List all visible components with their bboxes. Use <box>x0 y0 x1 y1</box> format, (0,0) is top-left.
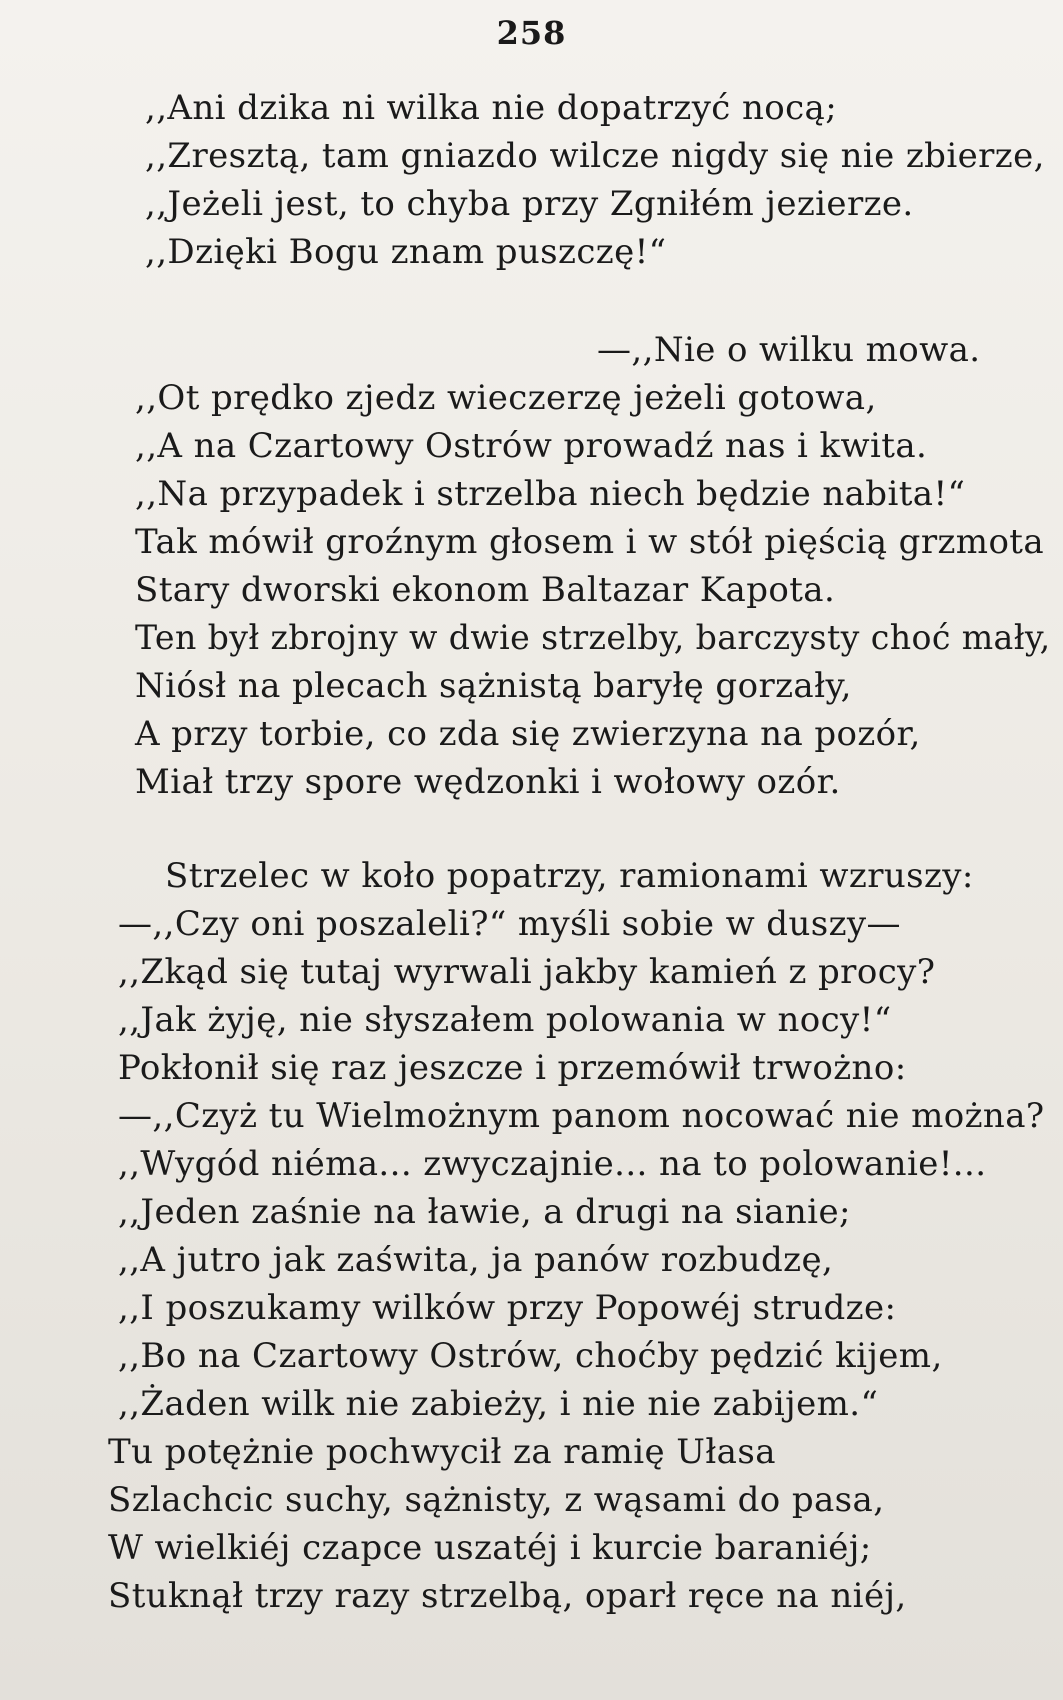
verse-line: Szlachcic suchy, sążnisty, z wąsami do pasa, <box>108 1480 885 1520</box>
verse-line: Niósł na plecach sążnistą baryłę gorzały, <box>135 666 852 706</box>
verse-line: Tak mówił groźnym głosem i w stół pięścią grzmota <box>135 522 1045 562</box>
verse-line: A przy torbie, co zda się zwierzyna na pozór, <box>135 714 921 754</box>
verse-line: ,,Wygód niéma... zwyczajnie... na to polowanie!... <box>118 1144 987 1184</box>
verse-line: ,,Jak żyję, nie słyszałem polowania w nocy!“ <box>118 1000 892 1040</box>
verse-line: ,,Zkąd się tutaj wyrwali jakby kamień z procy? <box>118 952 936 992</box>
verse-line: Miał trzy spore wędzonki i wołowy ozór. <box>135 762 841 802</box>
verse-line: —,,Czyż tu Wielmożnym panom nocować nie można? <box>118 1096 1045 1136</box>
verse-line: Tu potężnie pochwycił za ramię Ułasa <box>108 1432 776 1472</box>
verse-line: ,,Jeżeli jest, to chyba przy Zgniłém jezierze. <box>145 184 914 224</box>
verse-line: Strzelec w koło popatrzy, ramionami wzruszy: <box>165 856 974 896</box>
verse-line: Pokłonił się raz jeszcze i przemówił trwożno: <box>118 1048 907 1088</box>
verse-line: ,,Ot prędko zjedz wieczerzę jeżeli gotowa, <box>135 378 877 418</box>
verse-line: Stary dworski ekonom Baltazar Kapota. <box>135 570 836 610</box>
verse-line: ,,Jeden zaśnie na ławie, a drugi na sianie; <box>118 1192 851 1232</box>
verse-line: ,,Żaden wilk nie zabieży, i nie nie zabijem.“ <box>118 1384 879 1424</box>
verse-line: Ten był zbrojny w dwie strzelby, barczysty choć mały, <box>135 618 1051 658</box>
verse-line: ,,Bo na Czartowy Ostrów, choćby pędzić kijem, <box>118 1336 943 1376</box>
verse-line: W wielkiéj czapce uszatéj i kurcie baraniéj; <box>108 1528 872 1568</box>
verse-line: ,,Zresztą, tam gniazdo wilcze nigdy się nie zbierze, <box>145 136 1045 176</box>
verse-line: ,,A jutro jak zaświta, ja panów rozbudzę, <box>118 1240 834 1280</box>
verse-line: —,,Nie o wilku mowa. <box>597 330 981 370</box>
verse-line: ,,A na Czartowy Ostrów prowadź nas i kwita. <box>135 426 928 466</box>
verse-line: ,,Ani dzika ni wilka nie dopatrzyć nocą; <box>145 88 838 128</box>
page-number: 258 <box>496 14 567 52</box>
verse-line: ,,Dzięki Bogu znam puszczę!“ <box>145 232 667 272</box>
verse-line: Stuknął trzy razy strzelbą, oparł ręce na niéj, <box>108 1576 907 1616</box>
verse-line: —,,Czy oni poszaleli?“ myśli sobie w duszy— <box>118 904 901 944</box>
verse-line: ,,I poszukamy wilków przy Popowéj strudze: <box>118 1288 897 1328</box>
verse-line: ,,Na przypadek i strzelba niech będzie nabita!“ <box>135 474 966 514</box>
